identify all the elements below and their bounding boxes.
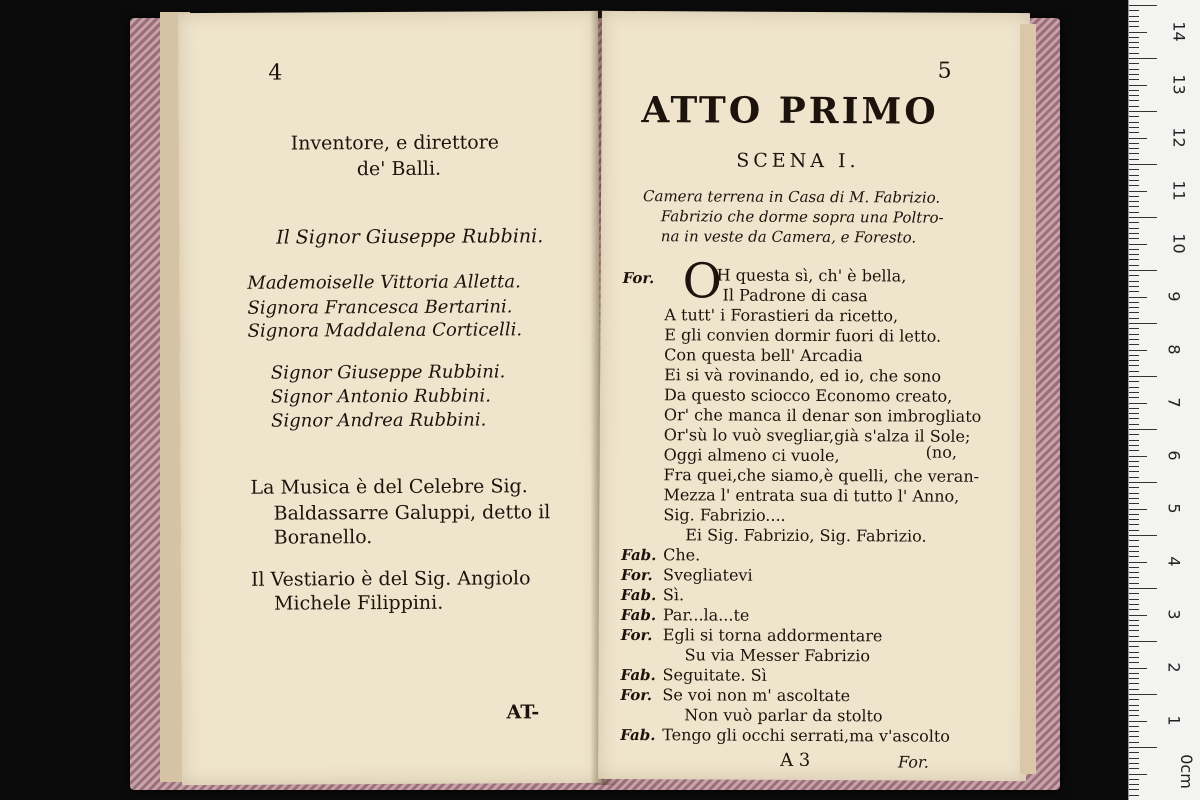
ruler-tick bbox=[1129, 715, 1139, 716]
verse-line: Or'sù lo vuò svegliar,già s'alza il Sole; bbox=[663, 425, 971, 446]
ruler-tick bbox=[1129, 731, 1139, 732]
ruler-tick bbox=[1129, 106, 1139, 107]
ruler-tick bbox=[1129, 201, 1139, 202]
ruler-tick bbox=[1129, 678, 1139, 679]
verse-line: Oggi almeno ci vuole, bbox=[663, 445, 840, 466]
ruler-tick bbox=[1129, 191, 1147, 192]
ruler-label: 12 bbox=[1169, 127, 1189, 148]
credit-line: Inventore, e direttore bbox=[290, 131, 500, 155]
ruler-tick bbox=[1129, 752, 1139, 753]
ruler-tick bbox=[1129, 169, 1139, 170]
ruler-tick bbox=[1129, 710, 1139, 711]
ruler-tick bbox=[1129, 90, 1139, 91]
ruler-tick bbox=[1129, 609, 1139, 610]
dialogue-line: Su via Messer Fabrizio bbox=[684, 645, 871, 666]
ruler-tick bbox=[1129, 577, 1139, 578]
dialogue-line: Svegliatevi bbox=[663, 565, 753, 585]
ruler-tick bbox=[1129, 694, 1157, 695]
ruler-tick bbox=[1129, 95, 1139, 96]
ruler-label: 9 bbox=[1164, 291, 1184, 302]
ruler-label: 11 bbox=[1169, 180, 1189, 201]
ruler-tick bbox=[1129, 291, 1139, 292]
ruler-tick bbox=[1129, 742, 1139, 743]
credit-line: Baldassarre Galuppi, detto il bbox=[273, 501, 551, 525]
ruler-tick bbox=[1129, 562, 1147, 563]
ruler-tick bbox=[1129, 10, 1139, 11]
ruler-tick bbox=[1129, 418, 1139, 419]
ruler-tick bbox=[1129, 535, 1157, 536]
ruler-tick bbox=[1129, 47, 1139, 48]
ruler-tick bbox=[1129, 138, 1147, 139]
ruler-label: 13 bbox=[1169, 74, 1189, 95]
ruler-tick bbox=[1129, 281, 1139, 282]
credit-line: Boranello. bbox=[273, 526, 373, 549]
drop-cap: O bbox=[682, 253, 723, 310]
ruler-tick bbox=[1129, 344, 1139, 345]
ruler-tick bbox=[1129, 233, 1139, 234]
ruler-tick bbox=[1129, 503, 1139, 504]
ruler-tick bbox=[1129, 116, 1139, 117]
verse-line: Il Padrone di casa bbox=[722, 285, 868, 306]
ruler-tick bbox=[1129, 450, 1139, 451]
credit-line: La Musica è del Celebre Sig. bbox=[250, 475, 528, 499]
ruler-tick bbox=[1129, 122, 1139, 123]
ruler-tick bbox=[1129, 768, 1139, 769]
ruler-tick bbox=[1129, 323, 1157, 324]
dancer-name: Signora Maddalena Corticelli. bbox=[247, 319, 523, 342]
ruler-label: 14 bbox=[1169, 21, 1189, 42]
ruler-tick bbox=[1129, 519, 1139, 520]
ruler-tick bbox=[1129, 599, 1139, 600]
ruler-tick bbox=[1129, 355, 1139, 356]
ruler-tick bbox=[1129, 482, 1157, 483]
right-page bbox=[598, 11, 1030, 781]
credit-line: de' Balli. bbox=[356, 157, 442, 181]
ruler-tick bbox=[1129, 148, 1139, 149]
speaker-label: For. bbox=[622, 268, 655, 288]
ruler-tick bbox=[1129, 625, 1139, 626]
ruler-tick bbox=[1129, 5, 1157, 6]
ruler-tick bbox=[1129, 259, 1139, 260]
ruler-tick bbox=[1129, 26, 1139, 27]
ruler-tick bbox=[1129, 784, 1139, 785]
ruler-tick bbox=[1129, 159, 1139, 160]
ruler-tick bbox=[1129, 593, 1139, 594]
stage-direction: Camera terrena in Casa di M. Fabrizio. bbox=[642, 187, 941, 207]
ruler-tick bbox=[1129, 440, 1139, 441]
ruler-tick bbox=[1129, 392, 1139, 393]
verse-line: Ei Sig. Fabrizio, Sig. Fabrizio. bbox=[685, 525, 927, 546]
signature-mark: A 3 bbox=[780, 749, 811, 771]
scene-heading: SCENA I. bbox=[736, 149, 860, 173]
ruler-tick bbox=[1129, 328, 1139, 329]
ruler-label: 0cm bbox=[1176, 754, 1196, 789]
ruler-tick bbox=[1129, 567, 1139, 568]
left-page bbox=[178, 11, 602, 785]
ruler-tick bbox=[1129, 662, 1139, 663]
ruler-tick bbox=[1129, 63, 1139, 64]
ruler-tick bbox=[1129, 175, 1139, 176]
verse-line: Fra quei,che siamo,è quelli, che veran- bbox=[663, 465, 980, 486]
ruler-tick bbox=[1129, 265, 1139, 266]
ruler-tick bbox=[1129, 212, 1139, 213]
ruler-tick bbox=[1129, 726, 1139, 727]
ruler-tick bbox=[1129, 763, 1139, 764]
ruler-tick bbox=[1129, 471, 1139, 472]
ruler-tick bbox=[1129, 196, 1139, 197]
ruler-tick bbox=[1129, 630, 1139, 631]
ruler-tick bbox=[1129, 646, 1139, 647]
ruler-tick bbox=[1129, 408, 1139, 409]
speaker-label: Fab. bbox=[620, 665, 656, 685]
ruler-tick bbox=[1129, 32, 1147, 33]
verse-line: Ei si và rovinando, ed io, che sono bbox=[664, 365, 942, 386]
dancer-name: Signor Andrea Rubbini. bbox=[271, 409, 487, 432]
dialogue-line: Par...la...te bbox=[662, 605, 750, 625]
ruler-tick bbox=[1129, 445, 1139, 446]
ruler-tick bbox=[1129, 339, 1139, 340]
verse-line: Or' che manca il denar son imbrogliato bbox=[663, 405, 982, 426]
ruler-tick bbox=[1129, 429, 1157, 430]
verse-line: H questa sì, ch' è bella, bbox=[716, 265, 907, 286]
ruler-tick bbox=[1129, 111, 1157, 112]
speaker-label: Fab. bbox=[620, 585, 657, 605]
speaker-label: For. bbox=[620, 685, 653, 705]
ruler-tick bbox=[1129, 69, 1139, 70]
ruler-tick bbox=[1129, 456, 1147, 457]
verse-line: E gli convien dormir fuori di letto. bbox=[664, 325, 942, 346]
ruler-tick bbox=[1129, 143, 1139, 144]
ruler-label: 8 bbox=[1164, 344, 1184, 355]
ruler-tick bbox=[1129, 238, 1139, 239]
ruler-tick bbox=[1129, 217, 1157, 218]
dancer-name: Signor Antonio Rubbini. bbox=[270, 385, 492, 408]
ruler-label: 7 bbox=[1164, 397, 1184, 408]
ruler-tick bbox=[1129, 180, 1139, 181]
ruler-tick bbox=[1129, 85, 1147, 86]
ruler-tick bbox=[1129, 604, 1139, 605]
ruler-tick bbox=[1129, 774, 1147, 775]
ruler-tick bbox=[1129, 365, 1139, 366]
ruler-tick bbox=[1129, 37, 1139, 38]
ruler-tick bbox=[1129, 74, 1139, 75]
ruler-tick bbox=[1129, 509, 1147, 510]
ruler-tick bbox=[1129, 275, 1139, 276]
ruler-tick bbox=[1129, 53, 1139, 54]
speaker-label: For. bbox=[620, 625, 653, 645]
ruler-tick bbox=[1129, 127, 1139, 128]
ruler-tick bbox=[1129, 318, 1139, 319]
ruler-tick bbox=[1129, 689, 1139, 690]
ruler-label: 10 bbox=[1169, 233, 1189, 254]
ruler-tick bbox=[1129, 185, 1139, 186]
ruler-tick bbox=[1129, 556, 1139, 557]
verse-line: Da questo sciocco Economo creato, bbox=[663, 385, 953, 406]
act-title: ATTO PRIMO bbox=[641, 89, 939, 133]
verse-margin-note: (no, bbox=[925, 442, 958, 462]
ruler-tick bbox=[1129, 657, 1139, 658]
ruler-tick bbox=[1129, 466, 1139, 467]
dancer-name: Signor Giuseppe Rubbini. bbox=[270, 361, 506, 384]
verse-line: A tutt' i Forastieri da ricetto, bbox=[664, 305, 899, 326]
ruler-tick bbox=[1129, 206, 1139, 207]
ruler-tick bbox=[1129, 132, 1139, 133]
dialogue-line: Se voi non m' ascoltate bbox=[662, 685, 851, 706]
ruler-tick bbox=[1129, 514, 1139, 515]
ruler-tick bbox=[1129, 588, 1157, 589]
ruler-tick bbox=[1129, 58, 1157, 59]
ruler-tick bbox=[1129, 334, 1139, 335]
ruler-tick bbox=[1129, 21, 1139, 22]
ruler-tick bbox=[1129, 668, 1147, 669]
ruler-tick bbox=[1129, 461, 1139, 462]
catchword-left: AT- bbox=[506, 701, 540, 724]
ruler-tick bbox=[1129, 434, 1139, 435]
ruler-tick bbox=[1129, 758, 1139, 759]
ruler-tick bbox=[1129, 636, 1139, 637]
ruler-tick bbox=[1129, 100, 1139, 101]
ruler-tick bbox=[1129, 360, 1139, 361]
ruler-tick bbox=[1129, 376, 1157, 377]
ruler-tick bbox=[1129, 477, 1139, 478]
dancer-name: Mademoiselle Vittoria Alletta. bbox=[247, 271, 521, 294]
ruler-tick bbox=[1129, 736, 1139, 737]
ruler-label: 6 bbox=[1164, 450, 1184, 461]
ruler-tick bbox=[1129, 572, 1139, 573]
page-number-right: 5 bbox=[937, 58, 952, 84]
ruler-tick bbox=[1129, 673, 1139, 674]
ruler-label: 2 bbox=[1164, 662, 1184, 673]
ruler-tick bbox=[1129, 16, 1139, 17]
speaker-label: Fab. bbox=[620, 605, 657, 625]
measuring-ruler bbox=[1128, 0, 1200, 800]
credit-name: Il Signor Giuseppe Rubbini. bbox=[276, 225, 544, 249]
credit-line: Il Vestiario è del Sig. Angiolo bbox=[250, 567, 531, 591]
ruler-label: 3 bbox=[1164, 609, 1184, 620]
ruler-tick bbox=[1129, 302, 1139, 303]
ruler-tick bbox=[1129, 620, 1139, 621]
ruler-tick bbox=[1129, 789, 1139, 790]
dialogue-line: Egli si torna addormentare bbox=[662, 625, 883, 646]
verse-line: Mezza l' entrata sua di tutto l' Anno, bbox=[663, 485, 960, 506]
ruler-tick bbox=[1129, 42, 1139, 43]
ruler-label: 5 bbox=[1164, 503, 1184, 514]
dancer-name: Signora Francesca Bertarini. bbox=[247, 296, 513, 319]
ruler-label: 4 bbox=[1164, 556, 1184, 567]
ruler-tick bbox=[1129, 699, 1139, 700]
ruler-tick bbox=[1129, 286, 1139, 287]
ruler-tick bbox=[1129, 297, 1147, 298]
ruler-tick bbox=[1129, 524, 1139, 525]
catchword-right: For. bbox=[898, 752, 929, 772]
dialogue-line: Sì. bbox=[662, 585, 685, 605]
ruler-tick bbox=[1129, 403, 1147, 404]
ruler-tick bbox=[1129, 254, 1139, 255]
page-number-left: 4 bbox=[268, 60, 283, 86]
ruler-tick bbox=[1129, 413, 1139, 414]
ruler-tick bbox=[1129, 397, 1139, 398]
ruler-tick bbox=[1129, 747, 1157, 748]
ruler-tick bbox=[1129, 540, 1139, 541]
credit-line: Michele Filippini. bbox=[274, 591, 444, 615]
ruler-tick bbox=[1129, 721, 1147, 722]
ruler-tick bbox=[1129, 228, 1139, 229]
dialogue-line: Che. bbox=[663, 545, 701, 565]
ruler-tick bbox=[1129, 683, 1139, 684]
speaker-label: Fab. bbox=[620, 725, 656, 745]
ruler-tick bbox=[1129, 350, 1147, 351]
ruler-tick bbox=[1129, 551, 1139, 552]
stage-direction: Fabrizio che dorme sopra una Poltro- bbox=[660, 207, 944, 227]
dialogue-line: Tengo gli occhi serrati,ma v'ascolto bbox=[662, 725, 950, 746]
ruler-tick bbox=[1129, 546, 1139, 547]
verse-line: Con questa bell' Arcadia bbox=[664, 345, 863, 366]
ruler-tick bbox=[1129, 244, 1147, 245]
ruler-tick bbox=[1129, 530, 1139, 531]
ruler-tick bbox=[1129, 312, 1139, 313]
ruler-tick bbox=[1129, 487, 1139, 488]
ruler-tick bbox=[1129, 307, 1139, 308]
stage-direction: na in veste da Camera, e Foresto. bbox=[660, 227, 917, 247]
ruler-tick bbox=[1129, 387, 1139, 388]
ruler-tick bbox=[1129, 493, 1139, 494]
dialogue-line: Non vuò parlar da stolto bbox=[684, 705, 883, 726]
ruler-tick bbox=[1129, 615, 1147, 616]
ruler-tick bbox=[1129, 153, 1139, 154]
ruler-tick bbox=[1129, 381, 1139, 382]
ruler-tick bbox=[1129, 795, 1139, 796]
dialogue-line: Seguitate. Sì bbox=[662, 665, 767, 685]
ruler-tick bbox=[1129, 583, 1139, 584]
ruler-tick bbox=[1129, 652, 1139, 653]
page-edge bbox=[1020, 24, 1036, 774]
verse-line: Sig. Fabrizio.... bbox=[663, 505, 786, 525]
ruler-tick bbox=[1129, 164, 1157, 165]
speaker-label: For. bbox=[621, 565, 653, 585]
ruler-tick bbox=[1129, 270, 1157, 271]
ruler-tick bbox=[1129, 705, 1139, 706]
ruler-tick bbox=[1129, 222, 1139, 223]
ruler-tick bbox=[1129, 424, 1139, 425]
ruler-tick bbox=[1129, 641, 1157, 642]
ruler-tick bbox=[1129, 779, 1139, 780]
ruler-label: 1 bbox=[1164, 715, 1184, 726]
speaker-label: Fab. bbox=[621, 545, 657, 565]
ruler-tick bbox=[1129, 79, 1139, 80]
ruler-tick bbox=[1129, 249, 1139, 250]
ruler-tick bbox=[1129, 498, 1139, 499]
ruler-tick bbox=[1129, 371, 1139, 372]
